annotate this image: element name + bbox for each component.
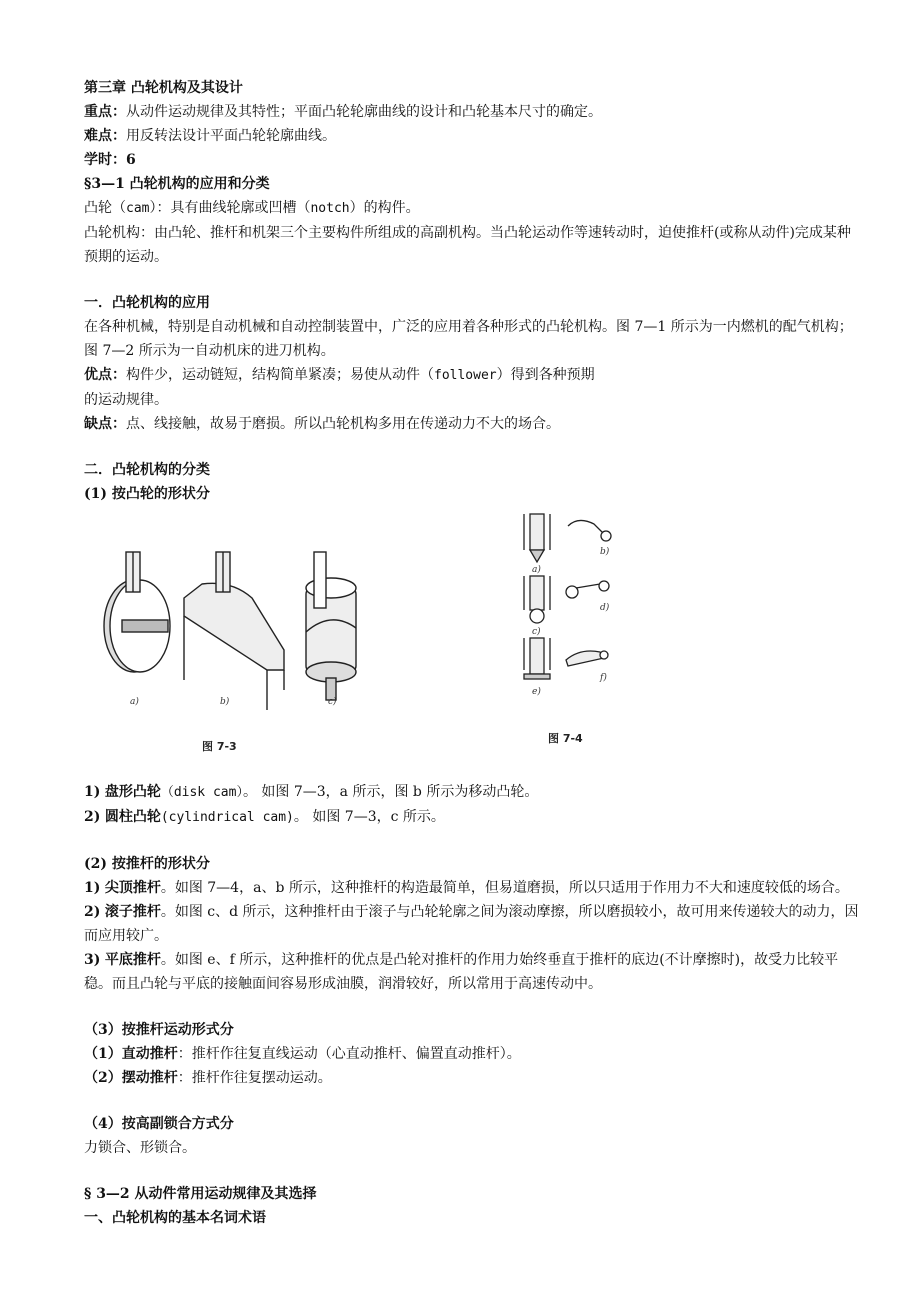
- application-title: 一．凸轮机构的应用: [84, 295, 210, 311]
- flat-text: 。如图 e、f 所示，这种推杆的优点是凸轮对推杆的作用力始终垂直于推杆的底边(不计摩擦时)，故受力比较平稳。而且凸轮与平底的接触面间容易形成油膜，润滑较好，所以常用于高速传动中。: [84, 952, 839, 992]
- straight-text: ：推杆作往复直线运动（心直动推杆、偏置直动推杆）。: [177, 1046, 521, 1062]
- follower-term: follower: [434, 368, 497, 383]
- roller-item: [84, 900, 860, 948]
- knife-edge-item: [84, 876, 860, 900]
- fig74-caption: 图 7-4: [548, 732, 583, 745]
- cyl-term: (cylindrical cam): [160, 810, 294, 825]
- difficulty-label: 难点：: [84, 128, 126, 144]
- cam-def-part-a: 凸轮（: [84, 200, 126, 216]
- fig74-label-d: d): [600, 603, 610, 613]
- fig74-label-a: a): [532, 565, 541, 575]
- disk-num: 1): [84, 784, 101, 800]
- fig73-label-a: a): [130, 697, 139, 707]
- fig74-label-f: f): [600, 673, 607, 683]
- roller-label: 滚子推杆: [104, 904, 161, 920]
- roller-num: 2): [84, 904, 101, 920]
- section2-title: § 3—2 从动件常用运动规律及其选择: [84, 1186, 317, 1202]
- section1-title: §3—1 凸轮机构的应用和分类: [84, 176, 270, 192]
- cyl-num: 2): [84, 809, 101, 825]
- by-lock-title: （4）按高副锁合方式分: [84, 1116, 234, 1132]
- application-paragraph: 在各种机械，特别是自动机械和自动控制装置中，广泛的应用着各种形式的凸轮机构。图 7—1 所示为一内燃机的配气机构； 图 7—2 所示为一自动机床的进刀机构。: [84, 319, 853, 359]
- tip-num: 1): [84, 880, 101, 896]
- key-points: [84, 100, 860, 124]
- notch-term: notch: [310, 201, 350, 216]
- spacer: [84, 269, 860, 291]
- straight-item: [84, 1042, 860, 1066]
- disk-label: 盘形凸轮: [104, 784, 161, 800]
- advantages-text-b: ）得到各种预期: [496, 367, 595, 383]
- hours: 学时：6: [84, 152, 136, 168]
- cam-definition: [84, 196, 860, 221]
- figure-7-3: [92, 540, 392, 758]
- cam-mechanism-definition: 凸轮机构：由凸轮、推杆和机架三个主要构件所组成的高副机构。当凸轮运动作等速转动时，迫使推杆(或称从动件)完成某种预期的运动。: [84, 225, 851, 265]
- tip-text: 。如图 7—4，a、b 所示，这种推杆的构造最简单，但易道磨损，所以只适用于作用力不大和速度较低的场合。: [160, 880, 849, 896]
- cam-def-part-b: ）：具有曲线轮廓或凹槽（: [149, 200, 311, 216]
- chapter-title: 第三章 凸轮机构及其设计: [84, 80, 243, 96]
- advantages-cont: 的运动规律。: [84, 392, 168, 408]
- fig74-label-b: b): [600, 547, 610, 557]
- fig74-label-e: e): [532, 687, 541, 697]
- cyl-text: 。 如图 7—3，c 所示。: [293, 809, 445, 825]
- spacer: [84, 1160, 860, 1182]
- swing-text: ：推杆作往复摆动运动。: [177, 1070, 332, 1086]
- spacer: [84, 830, 860, 852]
- straight-label: 直动推杆: [121, 1046, 178, 1062]
- by-follower-title: (2) 按推杆的形状分: [84, 856, 210, 872]
- lock-text: 力锁合、形锁合。: [84, 1140, 196, 1156]
- fig73-label-b: b): [220, 697, 230, 707]
- fig73-caption: 图 7-3: [202, 740, 237, 753]
- translating-cam-drawing: [184, 552, 284, 710]
- flat-num: 3): [84, 952, 101, 968]
- key-points-label: 重点：: [84, 104, 126, 120]
- spacer: [84, 1090, 860, 1112]
- cyl-label: 圆柱凸轮: [104, 809, 161, 825]
- document-page: [84, 76, 860, 1230]
- fig74-label-c: c): [532, 627, 541, 637]
- disk-text: 。 如图 7—3，a 所示，图 b 所示为移动凸轮。: [242, 784, 539, 800]
- cam-term: cam: [126, 201, 150, 216]
- classification-title: 二．凸轮机构的分类: [84, 462, 210, 478]
- advantages: [84, 363, 860, 388]
- cylindrical-cam-drawing: [306, 552, 356, 700]
- difficulty-text: 用反转法设计平面凸轮轮廓曲线。: [126, 128, 336, 144]
- by-shape-title: (1) 按凸轮的形状分: [84, 486, 210, 502]
- disadvantages-text: 点、线接触，故易于磨损。所以凸轮机构多用在传递动力不大的场合。: [126, 416, 560, 432]
- tip-label: 尖顶推杆: [104, 880, 161, 896]
- advantages-label: 优点：: [84, 367, 126, 383]
- swing-item: [84, 1066, 860, 1090]
- flat-label: 平底推杆: [104, 952, 161, 968]
- disk-cam-drawing: [104, 552, 170, 672]
- disadvantages-label: 缺点：: [84, 416, 126, 432]
- roller-text: 。如图 c、d 所示，这种推杆由于滚子与凸轮轮廓之间为滚动摩擦，所以磨损较小，故可用来传递较大的动力，因而应用较广。: [84, 904, 859, 944]
- swing-label: 摆动推杆: [121, 1070, 178, 1086]
- swing-num: （2）: [84, 1070, 122, 1086]
- straight-num: （1）: [84, 1046, 122, 1062]
- disk-term: （disk cam）: [160, 785, 243, 800]
- difficulty: [84, 124, 860, 148]
- key-points-text: 从动件运动规律及其特性；平面凸轮轮廓曲线的设计和凸轮基本尺寸的确定。: [126, 104, 602, 120]
- spacer: [84, 996, 860, 1018]
- spacer: [84, 436, 860, 458]
- cam-def-part-c: ）的构件。: [349, 200, 420, 216]
- section2-subtitle: 一、凸轮机构的基本名词术语: [84, 1210, 266, 1226]
- flat-faced-item: [84, 948, 860, 996]
- fig73-label-c: c): [328, 697, 337, 707]
- disk-cam-item: [84, 780, 860, 805]
- by-motion-title: （3）按推杆运动形式分: [84, 1022, 234, 1038]
- figure-7-4: [520, 510, 640, 758]
- cylindrical-cam-item: [84, 805, 860, 830]
- disadvantages: [84, 412, 860, 436]
- figures-row: [84, 510, 860, 780]
- follower-types-drawing: [524, 514, 611, 679]
- advantages-text-a: 构件少，运动链短，结构简单紧凑；易使从动件（: [126, 367, 434, 383]
